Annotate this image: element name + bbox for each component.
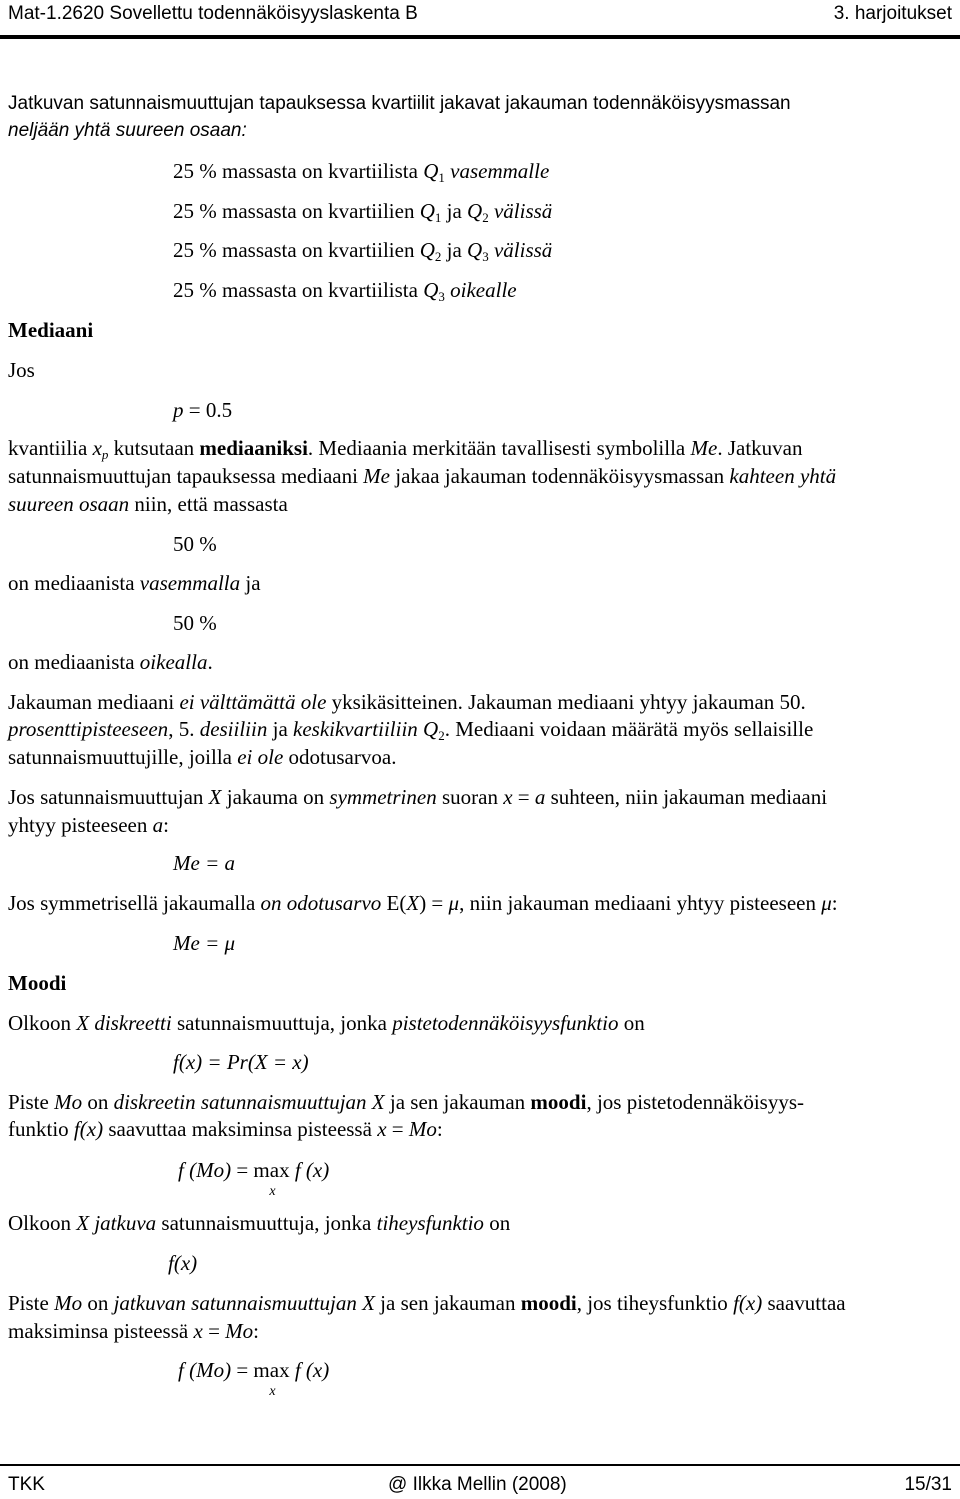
page-header (8, 0, 952, 28)
exercise-title: 3. harjoitukset (833, 3, 952, 24)
median-equation-a: Me = a (173, 851, 235, 875)
mode-discrete-text-2: funktio f(x) saavuttaa maksiminsa pisteessä x = Mo: (8, 1117, 443, 1141)
mode-max-equation-1: f (Mo) = max x f (x) (178, 1158, 330, 1199)
median-p-equation: p = 0.5 (173, 398, 233, 422)
course-title: Mat-1.2620 Sovellettu todennäköisyyslaskenta B (8, 3, 418, 24)
mode-pmf-equation: f(x) = Pr(X = x) (173, 1050, 309, 1074)
max-operator: max x (253, 1158, 290, 1199)
median-heading: Mediaani (8, 318, 94, 342)
symmetric-text-1: Jos satunnaismuuttujan X jakauma on symmetrinen suoran x = a suhteen, niin jakauman mediaani (8, 785, 828, 809)
median-note-3: satunnaismuuttujille, joilla ei ole odotusarvoa. (8, 745, 397, 769)
median-pct-2: 50 % (173, 611, 217, 635)
median-text-2: satunnaismuuttujan tapauksessa mediaani Me jakaa jakauman todennäköisyysmassan kahteen yhtä (8, 464, 837, 488)
mode-continuous-text-1: Piste Mo on jatkuvan satunnaismuuttujan X ja sen jakauman moodi, jos tiheysfunktio f(x) saavuttaa (8, 1291, 846, 1315)
footer-rule (0, 1464, 960, 1466)
mode-discrete-text-1: Piste Mo on diskreetin satunnaismuuttujan X ja sen jakauman moodi, jos pistetodennäköisyys- (8, 1090, 805, 1114)
median-pct-1: 50 % (173, 532, 217, 556)
footer-page-number: 15/31 (904, 1474, 952, 1495)
header-rule (0, 35, 960, 39)
mode-heading: Moodi (8, 971, 67, 995)
intro-line-2: neljään yhtä suureen osaan: (8, 120, 247, 141)
intro-line-1: Jatkuvan satunnaismuuttujan tapauksessa kvartiilit jakavat jakauman todennäköisyysmassan (8, 93, 791, 114)
mode-pdf-equation: f(x) (168, 1251, 198, 1275)
symmetric-text-3: Jos symmetrisellä jakaumalla on odotusarvo E(X) = μ, niin jakauman mediaani yhtyy pisteeseen μ: (8, 891, 838, 915)
median-equation-mu: Me = μ (173, 931, 236, 955)
quartile-line-4: 25 % massasta on kvartiilista $Q_3$ oikealle (173, 278, 517, 304)
median-right-text: on mediaanista oikealla. (8, 650, 213, 674)
median-note-1: Jakauman mediaani ei välttämättä ole yksikäsitteinen. Jakauman mediaani yhtyy jakauman 50. (8, 690, 806, 714)
symmetric-text-2: yhtyy pisteeseen a: (8, 813, 169, 837)
mode-continuous-text-2: maksiminsa pisteessä x = Mo: (8, 1319, 259, 1343)
mode-max-equation-2: f (Mo) = max x f (x) (178, 1358, 330, 1399)
median-jos: Jos (8, 358, 35, 382)
quartile-line-2: 25 % massasta on kvartiilien $Q_1$ ja $Q_2$ välissä (173, 199, 553, 225)
median-left-text: on mediaanista vasemmalla ja (8, 571, 261, 595)
max-operator: max x (253, 1358, 290, 1399)
footer-center: @ Ilkka Mellin (2008) (388, 1474, 567, 1495)
mode-continuous-def: Olkoon X jatkuva satunnaismuuttuja, jonka tiheysfunktio on (8, 1211, 511, 1235)
mode-discrete-def: Olkoon X diskreetti satunnaismuuttuja, jonka pistetodennäköisyysfunktio on (8, 1011, 645, 1035)
median-note-2: prosenttipisteeseen, 5. desiiliin ja keskikvartiiliin $Q_2$. Mediaani voidaan määrätä myös sellaisille (8, 717, 814, 743)
quartile-line-3: 25 % massasta on kvartiilien $Q_2$ ja $Q_3$ välissä (173, 238, 553, 264)
median-text-1: kvantiilia $x_p$ kutsutaan mediaaniksi. Mediaania merkitään tavallisesti symbolilla Me. Jatkuvan (8, 436, 803, 462)
median-text-3: suureen osaan niin, että massasta (8, 492, 288, 516)
footer-left: TKK (8, 1474, 45, 1495)
quartile-line-1: 25 % massasta on kvartiilista $Q_1$ vasemmalle (173, 159, 550, 185)
